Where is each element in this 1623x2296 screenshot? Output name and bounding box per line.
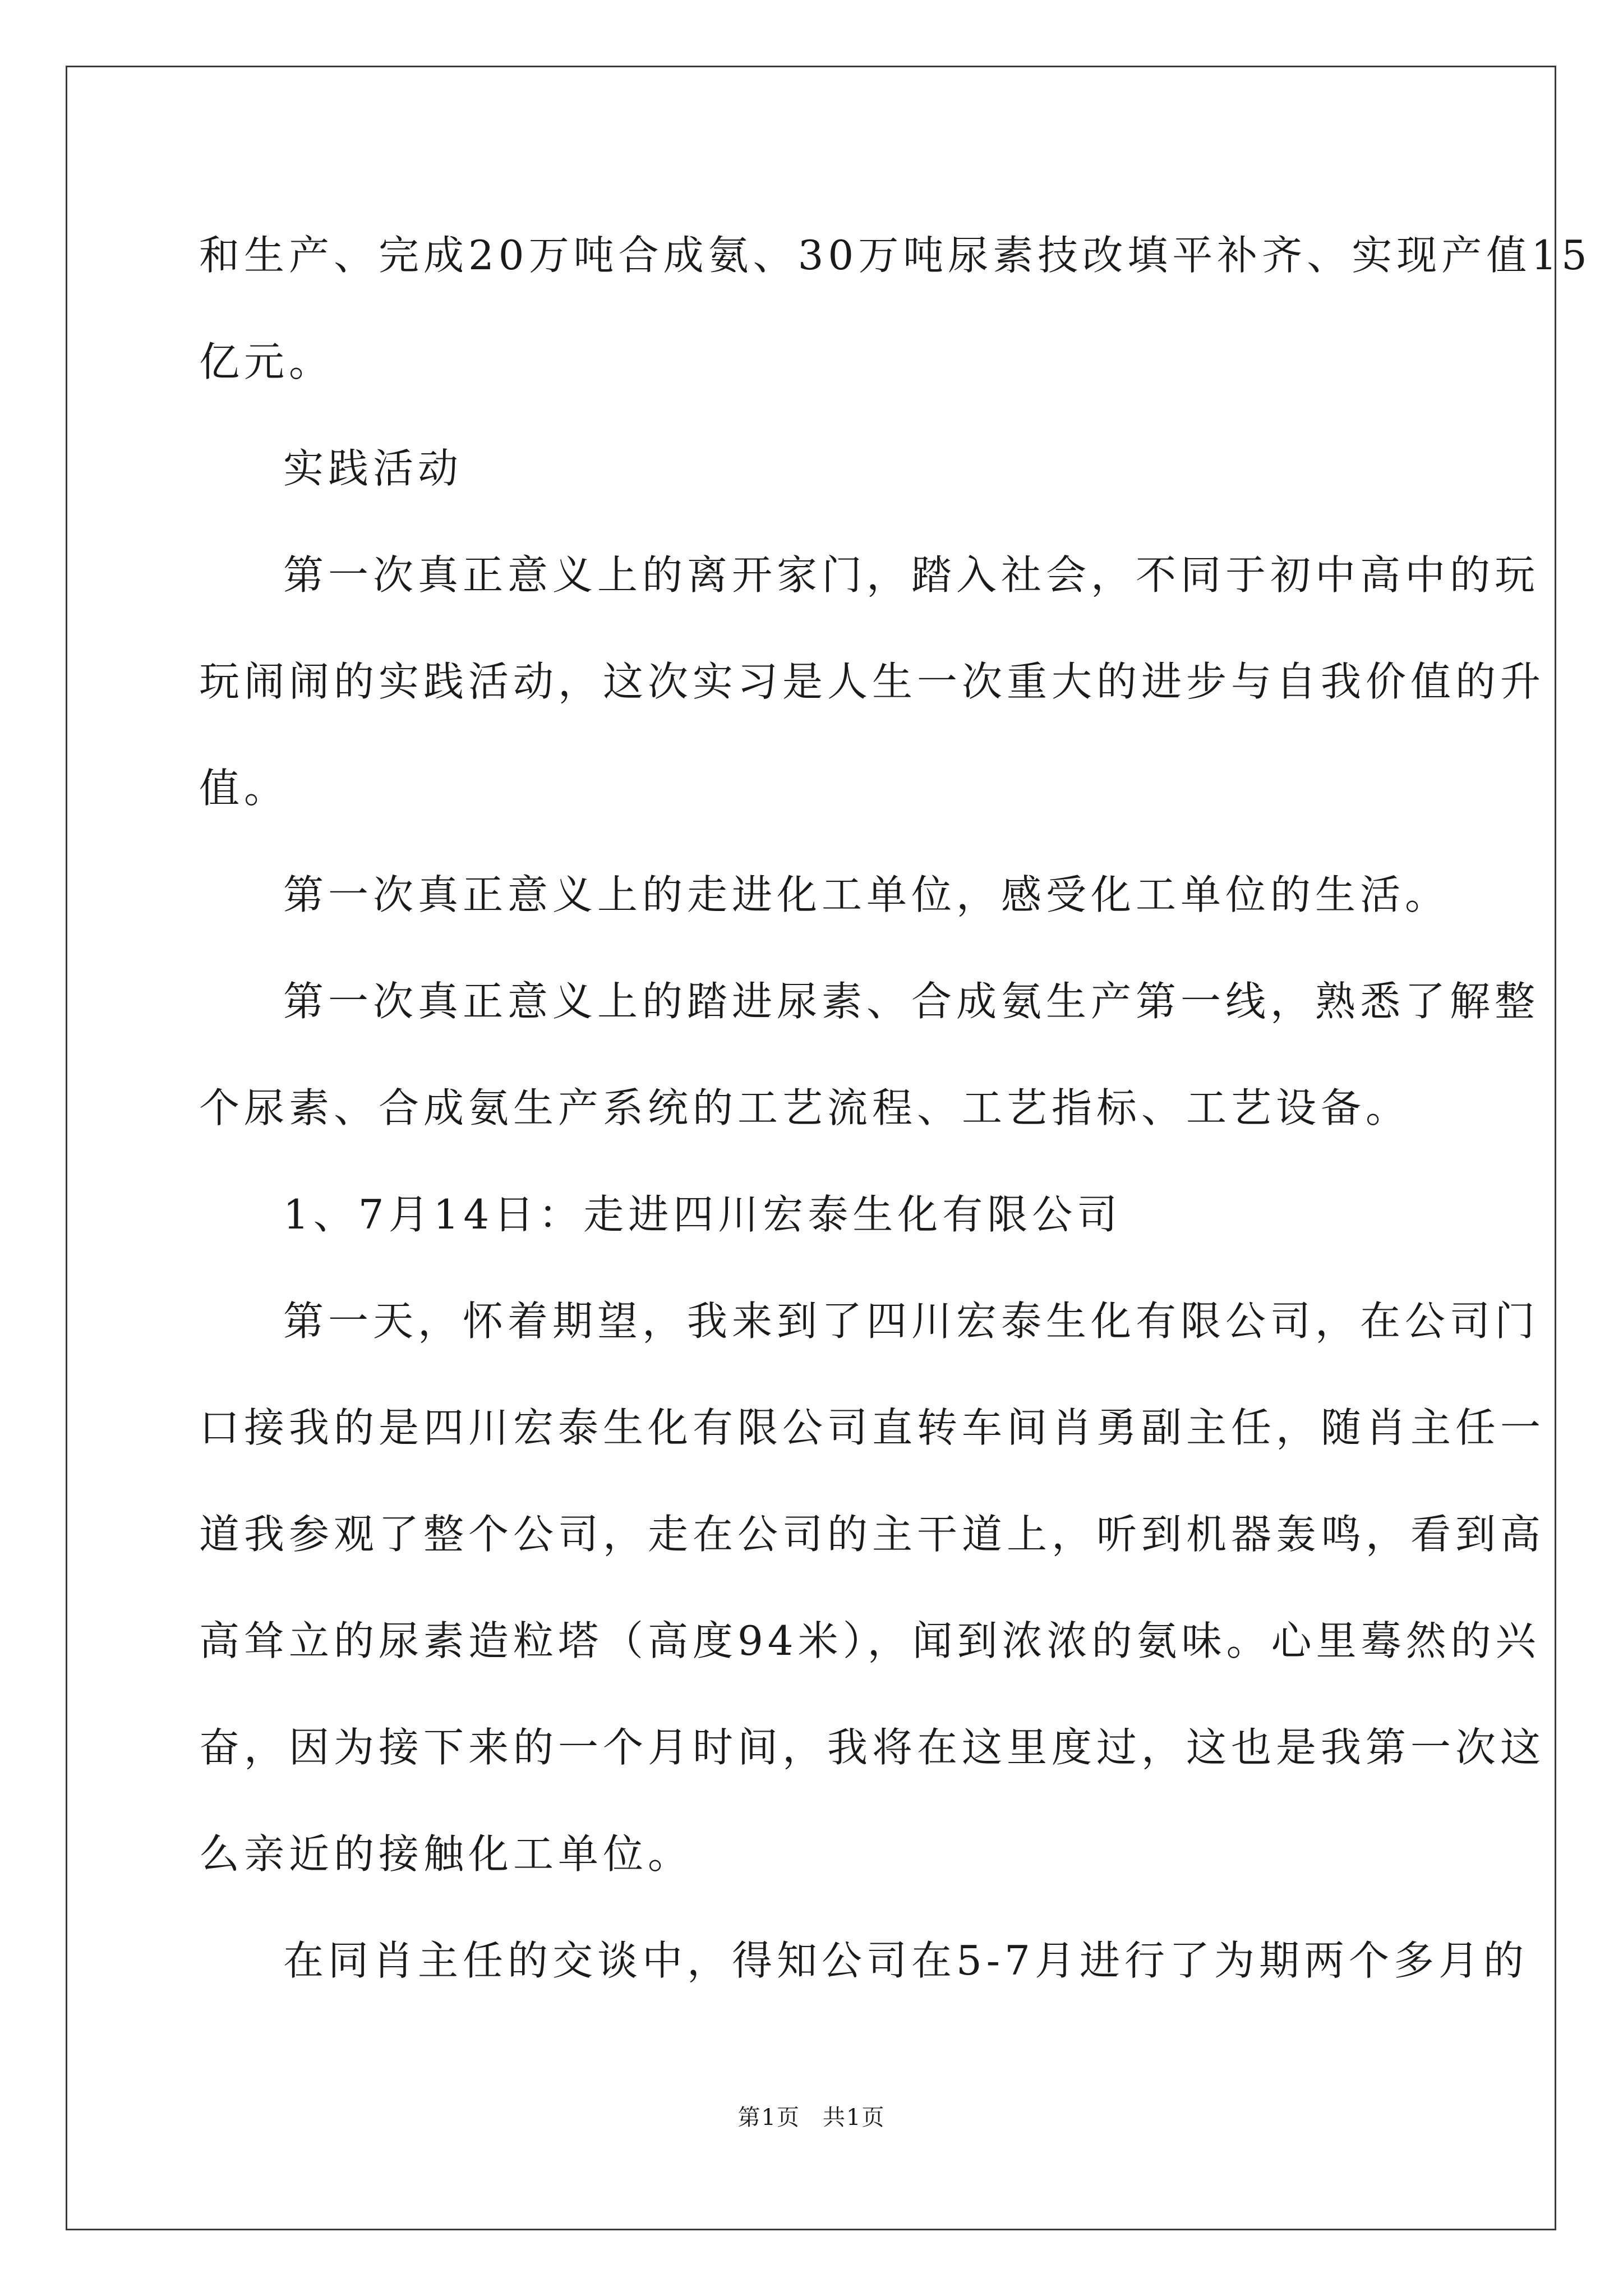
paragraph-line: 第一次真正意义上的离开家门，踏入社会，不同于初中高中的玩 xyxy=(283,551,1540,599)
paragraph-line: 第一天，怀着期望，我来到了四川宏泰生化有限公司，在公司门 xyxy=(283,1297,1540,1345)
paragraph-line: 口接我的是四川宏泰生化有限公司直转车间肖勇副主任，随肖主任一 xyxy=(199,1404,1546,1451)
paragraph-line: 道我参观了整个公司，走在公司的主干道上，听到机器轰鸣，看到高 xyxy=(199,1511,1546,1558)
paragraph-line: 高耸立的尿素造粒塔（高度94米），闻到浓浓的氨味。心里蓦然的兴 xyxy=(199,1617,1541,1664)
paragraph-line: 亿元。 xyxy=(199,338,334,385)
paragraph-line: 玩闹闹的实践活动，这次实习是人生一次重大的进步与自我价值的升 xyxy=(199,658,1546,705)
paragraph-line: 值。 xyxy=(199,765,289,812)
document-body xyxy=(199,213,1592,2025)
page-number: 第1页 xyxy=(737,2105,800,2131)
paragraph-line: 么亲近的接触化工单位。 xyxy=(199,1830,693,1878)
paragraph-line: 第一次真正意义上的走进化工单位，感受化工单位的生活。 xyxy=(283,871,1450,918)
section-heading: 实践活动 xyxy=(283,445,463,492)
paragraph-line: 个尿素、合成氨生产系统的工艺流程、工艺指标、工艺设备。 xyxy=(199,1084,1411,1131)
paragraph-line: 奋，因为接下来的一个月时间，我将在这里度过，这也是我第一次这 xyxy=(199,1724,1546,1771)
section-heading: 1、7月14日：走进四川宏泰生化有限公司 xyxy=(283,1191,1122,1238)
paragraph-line: 第一次真正意义上的踏进尿素、合成氨生产第一线，熟悉了解整 xyxy=(283,978,1540,1025)
paragraph-line: 和生产、完成20万吨合成氨、30万吨尿素技改填平补齐、实现产值15 xyxy=(199,232,1592,279)
paragraph-line: 在同肖主任的交谈中，得知公司在5-7月进行了为期两个多月的 xyxy=(283,1937,1528,1984)
page-footer xyxy=(0,2104,1623,2132)
page-total: 共1页 xyxy=(823,2105,886,2131)
